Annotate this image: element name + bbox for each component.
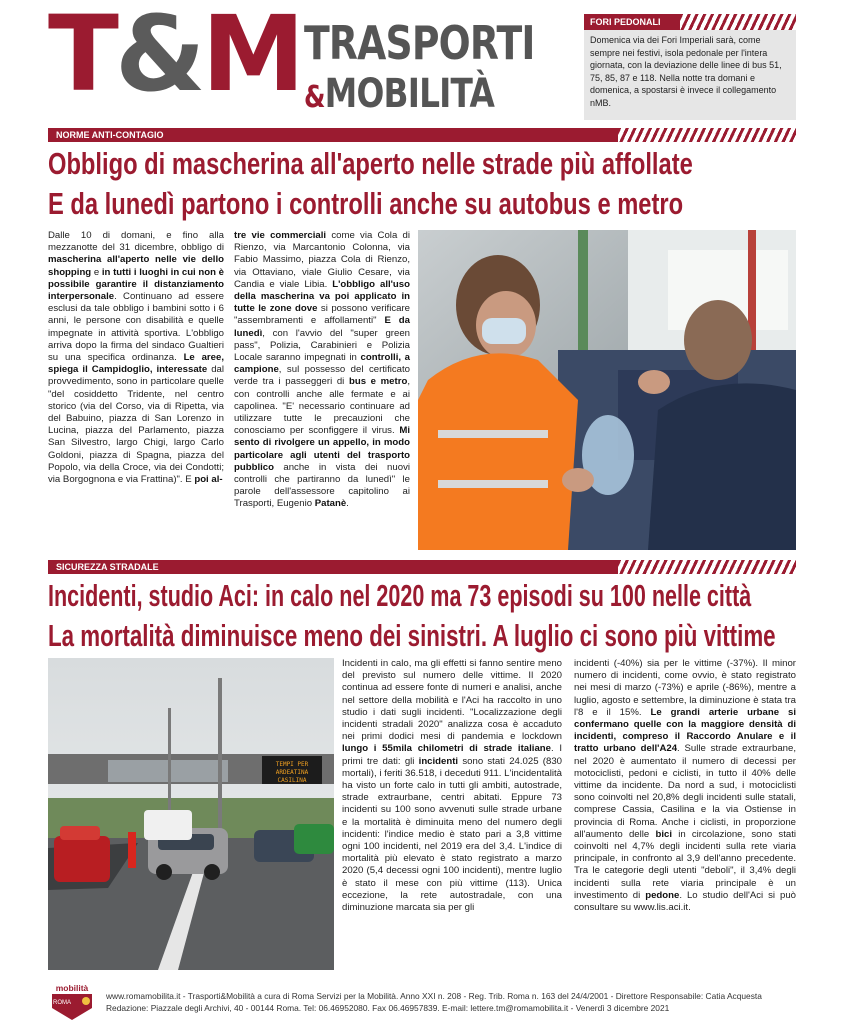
bold-run: L'obbligo all'uso della mascherina va poi applicato in tutte le zone dove bbox=[234, 278, 410, 315]
bold-run: pedone bbox=[645, 889, 680, 901]
footer-line-2: Redazione: Piazzale degli Archivi, 40 - 00144 Roma. Tel: 06.46952080. Fax 06.46957839. E-mail: lettere.tm@romamobilita.it - Venerdì 3 dicembre 2021 bbox=[106, 1003, 670, 1013]
footer bbox=[48, 982, 808, 1022]
sidebar-tag: FORI PEDONALI bbox=[584, 14, 680, 30]
logo-m: M bbox=[201, 0, 302, 115]
footer-line-1: www.romamobilita.it - Trasporti&Mobilità a cura di Roma Servizi per la Mobilità. Anno XXI n. 208 - Reg. Trib. Roma n. 163 del 24/4/2001 - Direttore Responsabile: Catia Acquesta bbox=[106, 991, 762, 1001]
photo-car-accident bbox=[48, 658, 334, 970]
bold-run: mascherina all'aperto nelle vie dello shopping bbox=[48, 254, 224, 278]
photo-car-accident-image bbox=[48, 658, 334, 970]
section-hatch bbox=[618, 128, 796, 142]
section-tag: SICUREZZA STRADALE bbox=[48, 560, 618, 574]
sidebar-hatch bbox=[680, 14, 796, 30]
bold-run: controlli, a campione bbox=[234, 352, 411, 376]
section-bar-anticontagio bbox=[48, 128, 796, 142]
photo-bus-masks-image bbox=[418, 230, 796, 550]
logo-sub: ROMA bbox=[53, 1000, 71, 1006]
article1-headline-2: E da lunedì partono i controlli anche su autobus e metro bbox=[48, 186, 684, 221]
logo-word-amp: & bbox=[304, 80, 325, 115]
logo-tm bbox=[48, 0, 302, 115]
sidebar-header bbox=[584, 14, 796, 30]
logo-word-mobilita-text: MOBILITÀ bbox=[324, 71, 495, 117]
bold-run: lungo i 55mila chilometri di strade italiane bbox=[342, 743, 551, 755]
sidebar-box bbox=[584, 14, 796, 120]
logo-word-trasporti: TRASPORTI bbox=[304, 16, 535, 70]
section-tag: NORME ANTI-CONTAGIO bbox=[48, 128, 618, 142]
bold-run: in tutti i luoghi in cui non è possibile garantire il distanziamento interpersonale bbox=[48, 266, 224, 303]
article2-headline-1: Incidenti, studio Aci: in calo nel 2020 ma 73 episodi su 100 nelle città bbox=[48, 578, 752, 613]
sidebar-text: Domenica via dei Fori Imperiali sarà, come sempre nei festivi, isola pedonale per l'intera giornata, con la deviazione delle linee di bus 51, 75, 85, 87 e 118. Nella notte tra domani e domenica, a spostarsi è invece il collegamento nMB. bbox=[584, 30, 796, 120]
bold-run: Le aree, spiega il Campidoglio, interessate bbox=[48, 352, 224, 376]
bold-run: tre vie commerciali bbox=[234, 230, 327, 241]
logo-word-mobilita bbox=[304, 71, 495, 117]
section-bar-sicurezza bbox=[48, 560, 796, 574]
bold-run: poi al- bbox=[194, 474, 223, 486]
article1-column-1: Dalle 10 di domani, e fino alla mezzanotte del 31 dicembre, obbligo di mascherina all'aperto nelle vie dello shopping e in tutti i luoghi in cui non è possibile garantire il distanziamento interpersonale. Continuano ad essere esclusi da tale obbligo i bambini sotto i 6 anni, le persone con disabilità e quelle impegnate in attività sportiva. L'obbligo arriva dopo la firma del sindaco Gualtieri su una specifica ordinanza. Le aree, spiega il Campidoglio, interessate dal provvedimento, sono in particolare quelle "del cosiddetto Tridente, nel centro storico (via del Corso, via di Ripetta, via del Babuino, piazza di San Lorenzo in Lucina, piazza del Parlamento, piazza San Silvestro, largo Chigi, largo Carlo Goldoni, piazza di Spagna, piazza del Popolo, via della Croce, via dei Condotti; via Borgognona e via Frattina)". E poi al- bbox=[48, 230, 225, 486]
bold-run: bus e metro bbox=[348, 376, 408, 388]
article1-headline-1: Obbligo di mascherina all'aperto nelle strade più affollate bbox=[48, 146, 693, 181]
photo-bus-masks bbox=[418, 230, 796, 550]
logo-amp: & bbox=[114, 0, 202, 115]
bold-run: Le grandi arterie urbane si confermano quelle con la maggiore densità di incidenti, compreso il Raccordo Anulare e il tratto urbano dell'A24 bbox=[574, 706, 796, 755]
roma-mobilita-logo-icon bbox=[48, 982, 96, 1022]
roma-mobilita-logo bbox=[48, 982, 96, 1022]
logo-word: mobilità bbox=[55, 983, 89, 993]
bold-run: incidenti bbox=[418, 755, 459, 767]
bold-run: bici bbox=[655, 828, 672, 840]
svg-text:CASILINA: CASILINA bbox=[277, 777, 307, 784]
masthead bbox=[48, 0, 588, 126]
bold-run: Mi sento di rivolgere un appello, in modo particolare agli utenti del trasporto pubblico bbox=[234, 425, 410, 473]
article2-column-1: Incidenti in calo, ma gli effetti si fanno sentire meno del previsto sul numero delle vittime. Il 2020 continua ad essere fonte di numeri e analisi, anche nel settore della mobilità e l'Aci ha raccolto in uno studio i dati sugli incidenti. "Localizzazione degli incidenti stradali 2020" analizza cosa è accaduto nei primi dodici mesi di pandemia e lockdown lungo i 55mila chilometri di strade italiane. I primi tre dati: gli incidenti sono stati 24.025 (830 mortali), i feriti 36.518, i deceduti 911. L'incidentalità ha visto un forte calo in tutti gli ambiti, autostrade, strade extraurbane, centri abitati. Eppure 73 incidenti su 100 sono avvenuti sulle strade urbane e la mortalità è diminuita meno del numero degli incidenti: l'indice medio è stato pari a 3,8 vittime ogni 100 incidenti, nel 2019 era del 3,4. L'indice di mortalità più elevato è stato registrato a marzo 2020 (5,4 decessi ogni 100 incidenti), mentre luglio è stato il mese con più vittime (113). Unica eccezione, la rete autostradale, con una diminuzione marcata sia per gli bbox=[342, 658, 563, 914]
footer-text bbox=[106, 990, 762, 1014]
section-hatch bbox=[618, 560, 796, 574]
article2-column-2: incidenti (-40%) sia per le vittime (-37%). Il minor numero di incidenti, come ovvio, è stato registrato nei mesi di marzo (-73%) e aprile (-86%), mentre a luglio, agosto e settembre, la diminuzione è stata tra l'8 e il 15%. Le grandi arterie urbane si confermano quelle con la maggiore densità di incidenti, compreso il Raccordo Anulare e il tratto urbano dell'A24. Sulle strade extraurbane, nel 2020 è aumentato il numero di decessi per motociclisti, pedoni e ciclisti, in tutto il 40% delle vittime da incidente. Da nord a sud, i motociclisti sono coinvolti nel 20,8% degli incidenti sulle statali, comprese Cassia, Casilina e la via Ostiense in provincia di Roma. Anche i ciclisti, in proporzione all'aumento delle bici in circolazione, sono stati coinvolti nel 4,7% degli incidenti sulla rete viaria principale, in confronto al 3,9 dell'anno precedente. Tra le categorie degli utenti "deboli", il 3,4% degli incidenti sulla rete viaria principale è un investimento di pedone. Lo studio dell'Aci si può consultare su www.lis.aci.it. bbox=[574, 658, 797, 914]
bold-run: E da lunedì bbox=[234, 315, 410, 339]
svg-text:ARDEATINA: ARDEATINA bbox=[275, 769, 309, 776]
sign-text: TEMPI PER bbox=[275, 761, 309, 768]
article2-headline-2: La mortalità diminuisce meno dei sinistri. A luglio ci sono più vittime bbox=[48, 618, 776, 653]
article1-column-2: tre vie commerciali come via Cola di Rienzo, via Marcantonio Colonna, via Fabio Massimo, piazza Cola di Rienzo, via Ottaviano, viale Giulio Cesare, via Candia e viale Libia. L'obbligo all'uso della mascherina va poi applicato in tutte le zone dove si possono verificare "assembramenti e affollamenti" E da lunedì, con l'avvio del "super green pass", Polizia, Carabinieri e Polizia Locale saranno impegnati in controlli, a campione, sul possesso del certificato verde tra i passeggeri di bus e metro, con controlli anche alle fermate e ai capolinea. "E' necessario continuare ad utilizzare tutte le precauzioni che conosciamo per sconfiggere il virus. Mi sento di rivolgere un appello, in modo particolare agli utenti del trasporto pubblico anche in vista dei nuovi controlli che partiranno da lunedì" le parole dell'assessore capitolino ai Trasporti, Eugenio Patanè. bbox=[234, 230, 411, 510]
logo-t: T bbox=[48, 0, 115, 115]
bold-run: Patanè bbox=[314, 498, 347, 510]
